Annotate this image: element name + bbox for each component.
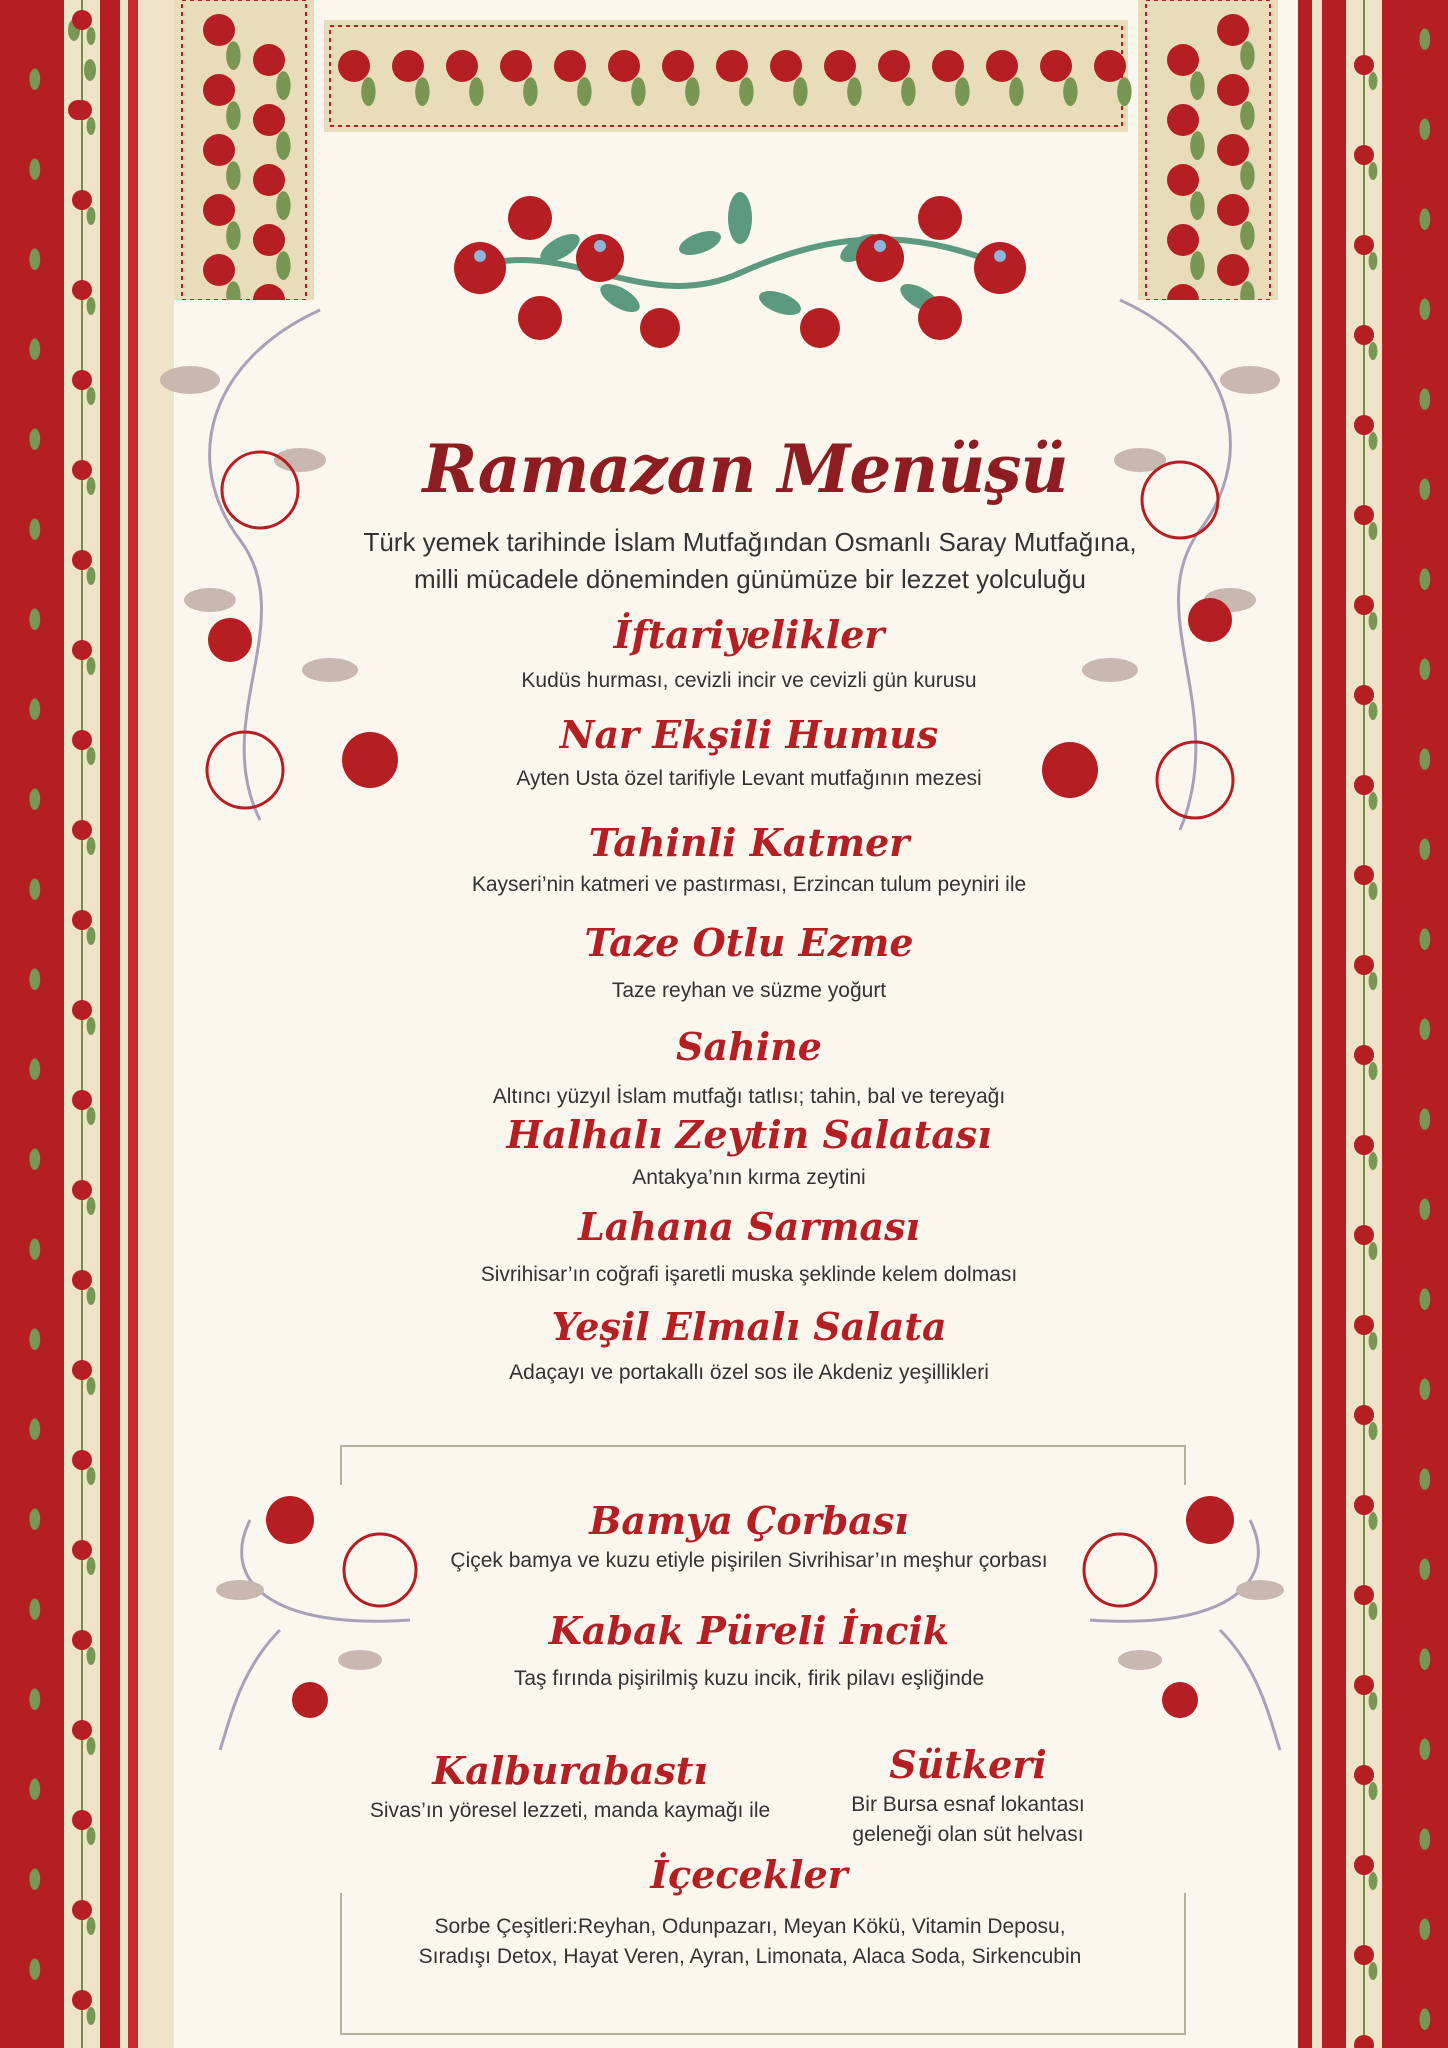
- box-frame-top: [340, 1445, 1186, 1447]
- menu-intro: Türk yemek tarihinde İslam Mutfağından Osmanlı Saray Mutfağına, milli mücadele döneminden günümüze bir lezzet yolculuğu: [363, 527, 1137, 594]
- main-dish-title: Kabak Püreli İncik: [548, 1608, 950, 1653]
- dish-title: Nar Ekşili Humus: [559, 712, 939, 757]
- dish-description: Adaçayı ve portakallı özel sos ile Akdeniz yeşillikleri: [509, 1361, 989, 1384]
- menu-title: Ramazan Menüşü: [422, 430, 1068, 508]
- dish-description: Antakya’nın kırma zeytini: [632, 1166, 866, 1189]
- main-dish-description: Çiçek bamya ve kuzu etiyle pişirilen Sivrihisar’ın meşhur çorbası: [450, 1549, 1048, 1572]
- dish-title: İftariyelikler: [613, 612, 885, 657]
- dish-title: Taze Otlu Ezme: [584, 920, 914, 965]
- dessert-title-left: Kalburabastı: [432, 1748, 708, 1793]
- dish-description: Kayseri’nin katmeri ve pastırması, Erzincan tulum peyniri ile: [471, 873, 1027, 896]
- dish-description: Kudüs hurması, cevizli incir ve cevizli gün kurusu: [521, 669, 977, 692]
- dessert-description-left: Sivas’ın yöresel lezzeti, manda kaymağı ile: [369, 1799, 771, 1822]
- dish-description: Ayten Usta özel tarifiyle Levant mutfağının mezesi: [516, 767, 982, 790]
- dish-title: Tahinli Katmer: [588, 820, 910, 865]
- central-floral-motif-icon: [440, 188, 1040, 358]
- lower-right-vine-ornament-icon: [1060, 1490, 1290, 1760]
- main-dish-description: Taş fırında pişirilmiş kuzu incik, firik pilavı eşliğinde: [513, 1667, 985, 1690]
- dish-description: Altıncı yüzyıl İslam mutfağı tatlısı; tahin, bal ve tereyağı: [492, 1085, 1006, 1108]
- dish-title: Yeşil Elmalı Salata: [551, 1304, 947, 1349]
- dish-description: Taze reyhan ve süzme yoğurt: [611, 979, 887, 1002]
- dessert-title-right: Sütkeri: [889, 1742, 1047, 1787]
- dish-description: Sivrihisar’ın coğrafi işaretli muska şeklinde kelem dolması: [480, 1263, 1018, 1286]
- drinks-description: Sorbe Çeşitleri:Reyhan, Odunpazarı, Meyan Kökü, Vitamin Deposu, Sıradışı Detox, Hayat Veren, Ayran, Limonata, Alaca Soda, Sirkencubin: [418, 1915, 1082, 1968]
- box-frame-bottom: [340, 2033, 1186, 2035]
- dish-title: Sahine: [676, 1024, 822, 1069]
- lower-left-vine-ornament-icon: [210, 1490, 440, 1760]
- dish-title: Lahana Sarması: [578, 1204, 920, 1249]
- drinks-title: İçecekler: [650, 1852, 848, 1897]
- dessert-description-right: Bir Bursa esnaf lokantası geleneği olan süt helvası: [851, 1793, 1085, 1846]
- main-dish-title: Bamya Çorbası: [589, 1498, 909, 1543]
- dish-title: Halhalı Zeytin Salatası: [506, 1112, 992, 1157]
